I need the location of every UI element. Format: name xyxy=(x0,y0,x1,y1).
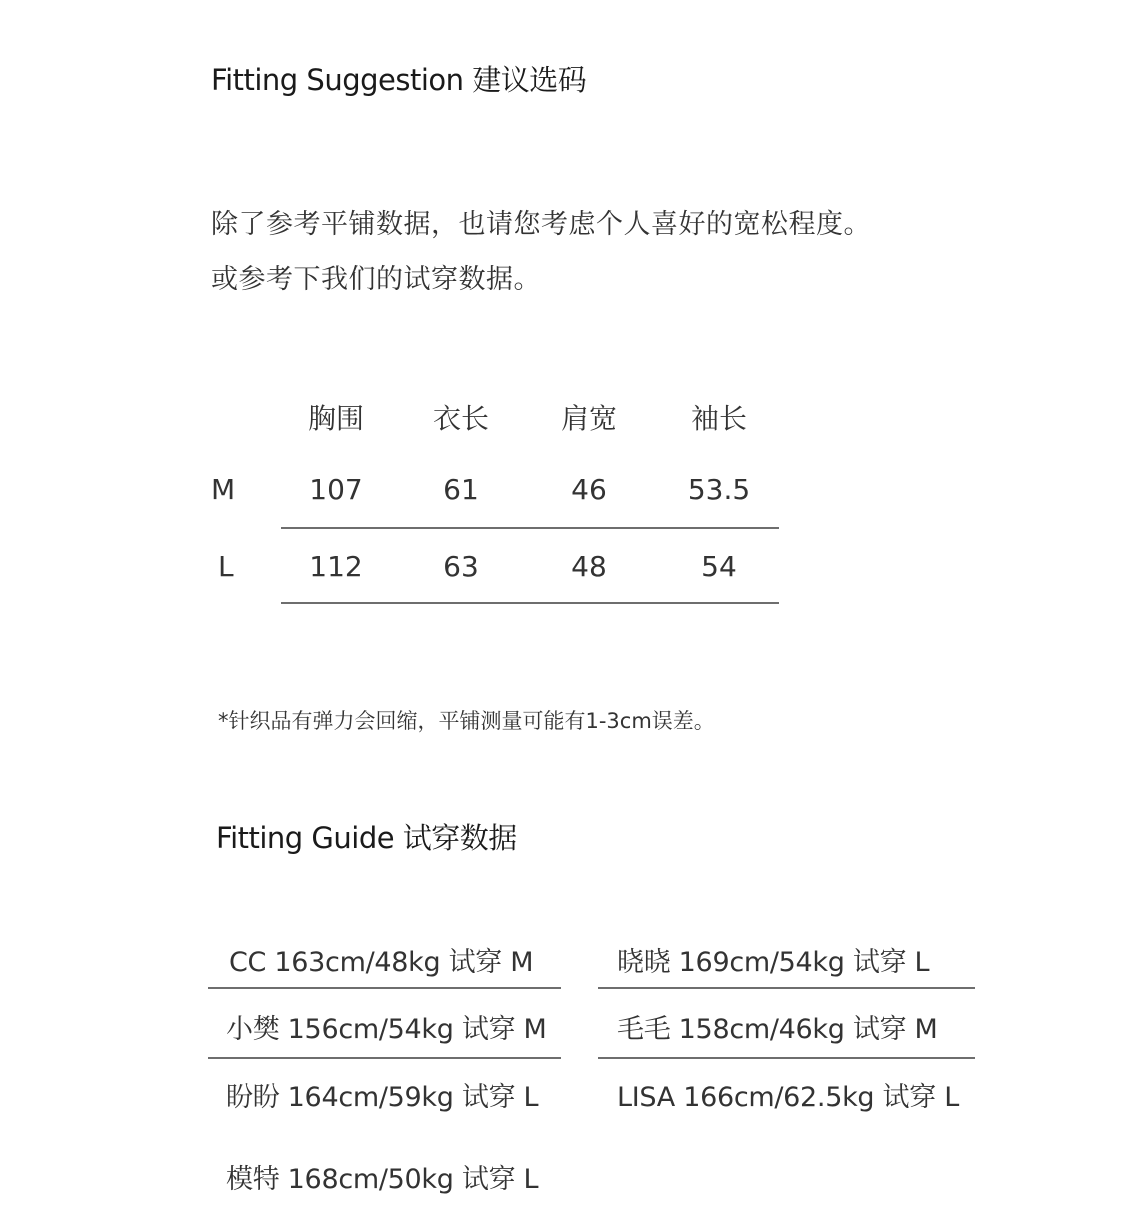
fitting-entry: 毛毛 158cm/46kg 试穿 M xyxy=(617,1014,938,1045)
guide-divider xyxy=(208,987,561,989)
fitting-entry: 模特 168cm/50kg 试穿 L xyxy=(226,1164,539,1195)
table-cell: 63 xyxy=(443,550,479,583)
measurement-note: *针织品有弹力会回缩，平铺测量可能有1-3cm误差。 xyxy=(218,709,715,733)
row-label-m: M xyxy=(211,473,236,506)
fitting-suggestion-title: Fitting Suggestion 建议选码 xyxy=(211,63,587,97)
column-header-chest: 胸围 xyxy=(307,402,364,435)
fitting-entry: 盼盼 164cm/59kg 试穿 L xyxy=(226,1082,539,1113)
fitting-entry: CC 163cm/48kg 试穿 M xyxy=(229,947,534,978)
table-cell: 107 xyxy=(309,473,363,506)
fitting-entry: 晓晓 169cm/54kg 试穿 L xyxy=(617,947,930,978)
column-header-sleeve: 袖长 xyxy=(690,402,747,435)
column-header-shoulder: 肩宽 xyxy=(560,402,617,435)
suggestion-line-1: 除了参考平铺数据，也请您考虑个人喜好的宽松程度。 xyxy=(211,209,871,240)
guide-divider xyxy=(598,1057,975,1059)
suggestion-line-2: 或参考下我们的试穿数据。 xyxy=(211,264,541,295)
table-cell: 61 xyxy=(443,473,479,506)
table-cell: 54 xyxy=(701,550,737,583)
table-cell: 112 xyxy=(309,550,363,583)
fitting-guide-title: Fitting Guide 试穿数据 xyxy=(216,821,517,855)
guide-divider xyxy=(208,1057,561,1059)
table-divider xyxy=(281,602,779,604)
table-cell: 48 xyxy=(571,550,607,583)
row-label-l: L xyxy=(218,550,234,583)
guide-divider xyxy=(598,987,975,989)
table-cell: 53.5 xyxy=(687,473,751,506)
table-divider xyxy=(281,527,779,529)
column-header-length: 衣长 xyxy=(432,402,489,435)
table-cell: 46 xyxy=(571,473,607,506)
fitting-entry: 小樊 156cm/54kg 试穿 M xyxy=(226,1014,547,1045)
fitting-entry: LISA 166cm/62.5kg 试穿 L xyxy=(617,1082,959,1113)
